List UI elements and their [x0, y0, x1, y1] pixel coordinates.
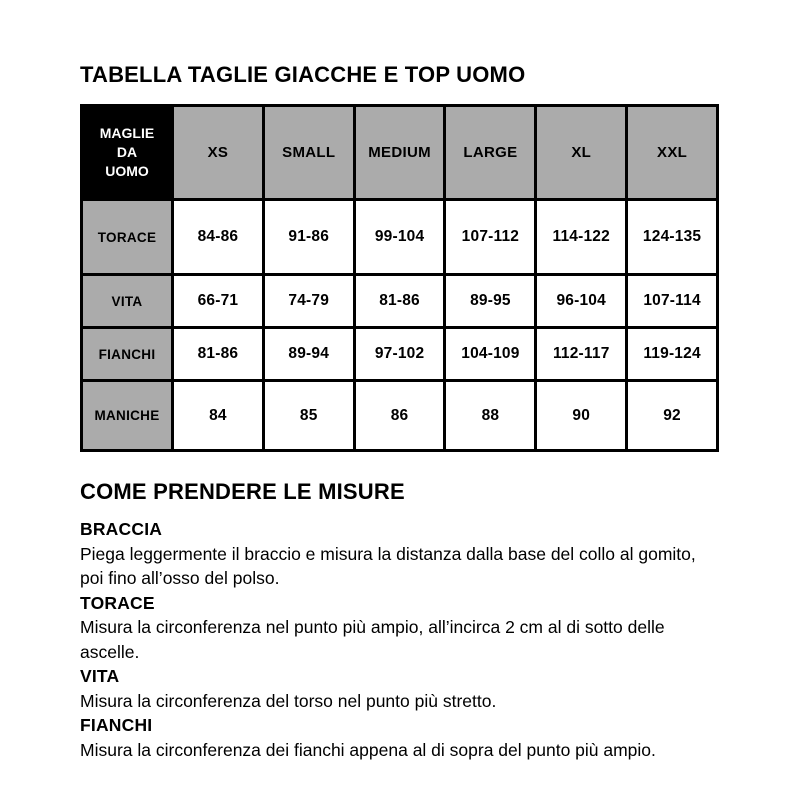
column-header-large: LARGE	[445, 106, 536, 200]
row-label-vita: VITA	[82, 275, 173, 328]
table-row-torace	[82, 200, 718, 275]
page-title: TABELLA TAGLIE GIACCHE E TOP UOMO	[80, 62, 526, 87]
measure-text-line: Misura la circonferenza dei fianchi appena al di sopra del punto più ampio.	[80, 739, 656, 760]
column-header-small: SMALL	[263, 106, 354, 200]
cell-torace-xl: 114-122	[536, 200, 627, 275]
cell-vita-xl: 96-104	[536, 275, 627, 328]
column-header-xxl: XXL	[627, 106, 718, 200]
corner-line: DA	[116, 144, 138, 160]
cell-vita-large: 89-95	[445, 275, 536, 328]
cell-maniche-large: 88	[445, 381, 536, 451]
cell-torace-xxl: 124-135	[627, 200, 718, 275]
cell-fianchi-xxl: 119-124	[627, 328, 718, 381]
cell-torace-large: 107-112	[445, 200, 536, 275]
measure-guide-heading: COME PRENDERE LE MISURE	[80, 479, 405, 504]
cell-fianchi-xs: 81-86	[173, 328, 264, 381]
row-label-maniche: MANICHE	[82, 381, 173, 451]
measure-guide	[80, 517, 740, 762]
cell-torace-small: 91-86	[263, 200, 354, 275]
row-label-fianchi: FIANCHI	[82, 328, 173, 381]
column-header-medium: MEDIUM	[354, 106, 445, 200]
cell-torace-medium: 99-104	[354, 200, 445, 275]
table-row-fianchi	[82, 328, 718, 381]
cell-fianchi-small: 89-94	[263, 328, 354, 381]
cell-vita-xxl: 107-114	[627, 275, 718, 328]
corner-line: UOMO	[105, 163, 149, 179]
cell-torace-xs: 84-86	[173, 200, 264, 275]
cell-fianchi-xl: 112-117	[536, 328, 627, 381]
table-header-row	[82, 106, 718, 200]
cell-vita-medium: 81-86	[354, 275, 445, 328]
cell-maniche-small: 85	[263, 381, 354, 451]
measure-label-braccia: BRACCIA	[80, 519, 163, 539]
cell-maniche-xs: 84	[173, 381, 264, 451]
cell-maniche-medium: 86	[354, 381, 445, 451]
measure-text-line: ascelle.	[80, 641, 140, 662]
column-header-xl: XL	[536, 106, 627, 200]
row-label-torace: TORACE	[82, 200, 173, 275]
measure-text-line: Piega leggermente il braccio e misura la distanza dalla base del collo al gomito,	[80, 543, 696, 564]
measure-label-fianchi: FIANCHI	[80, 715, 153, 735]
cell-maniche-xl: 90	[536, 381, 627, 451]
cell-fianchi-large: 104-109	[445, 328, 536, 381]
measure-text-line: poi fino all’osso del polso.	[80, 568, 280, 588]
table-row-vita	[82, 275, 718, 328]
column-header-xs: XS	[173, 106, 264, 200]
cell-fianchi-medium: 97-102	[354, 328, 445, 381]
cell-maniche-xxl: 92	[627, 381, 718, 451]
table-corner-cell	[82, 106, 173, 200]
measure-label-vita: VITA	[80, 666, 120, 686]
cell-vita-small: 74-79	[263, 275, 354, 328]
measure-label-torace: TORACE	[80, 592, 155, 613]
measure-text-line: Misura la circonferenza del torso nel punto più stretto.	[80, 690, 497, 711]
corner-line: MAGLIE	[99, 125, 155, 141]
cell-vita-xs: 66-71	[173, 275, 264, 328]
measure-text-line: Misura la circonferenza nel punto più ampio, all’incirca 2 cm al di sotto delle	[80, 617, 665, 637]
table-row-maniche	[82, 381, 718, 451]
size-table	[80, 104, 719, 452]
